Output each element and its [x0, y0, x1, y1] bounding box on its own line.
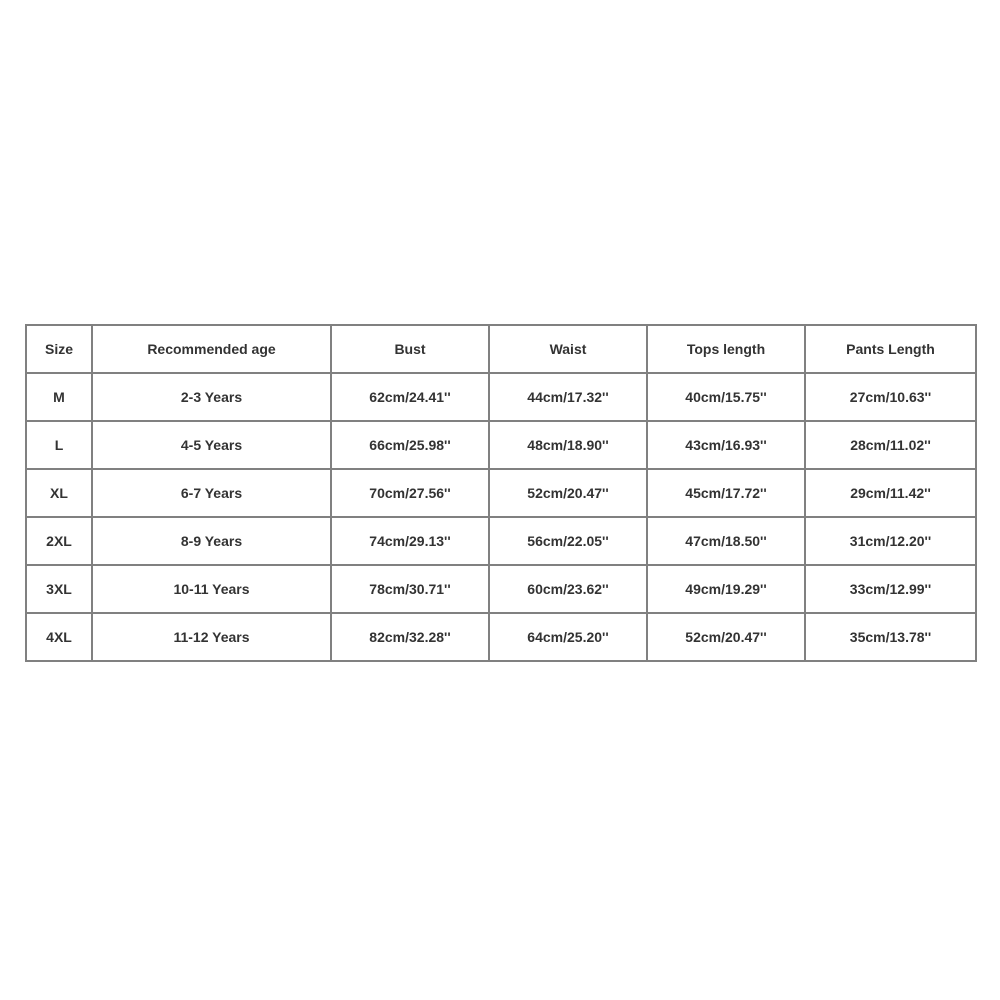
- cell-waist: 60cm/23.62'': [489, 565, 647, 613]
- cell-pants-length: 35cm/13.78'': [805, 613, 976, 661]
- cell-bust: 82cm/32.28'': [331, 613, 489, 661]
- cell-waist: 64cm/25.20'': [489, 613, 647, 661]
- cell-pants-length: 31cm/12.20'': [805, 517, 976, 565]
- cell-size: XL: [26, 469, 92, 517]
- cell-recommended-age: 10-11 Years: [92, 565, 331, 613]
- cell-tops-length: 43cm/16.93'': [647, 421, 805, 469]
- header-pants-length: Pants Length: [805, 325, 976, 373]
- cell-tops-length: 45cm/17.72'': [647, 469, 805, 517]
- header-waist: Waist: [489, 325, 647, 373]
- cell-waist: 44cm/17.32'': [489, 373, 647, 421]
- cell-size: 4XL: [26, 613, 92, 661]
- header-recommended-age: Recommended age: [92, 325, 331, 373]
- cell-pants-length: 33cm/12.99'': [805, 565, 976, 613]
- size-chart-table: [25, 324, 977, 662]
- header-size: Size: [26, 325, 92, 373]
- cell-recommended-age: 11-12 Years: [92, 613, 331, 661]
- cell-recommended-age: 8-9 Years: [92, 517, 331, 565]
- cell-recommended-age: 4-5 Years: [92, 421, 331, 469]
- header-bust: Bust: [331, 325, 489, 373]
- header-tops-length: Tops length: [647, 325, 805, 373]
- cell-recommended-age: 6-7 Years: [92, 469, 331, 517]
- cell-tops-length: 47cm/18.50'': [647, 517, 805, 565]
- cell-recommended-age: 2-3 Years: [92, 373, 331, 421]
- table-header-row: [26, 325, 976, 373]
- table-row: [26, 613, 976, 661]
- cell-bust: 74cm/29.13'': [331, 517, 489, 565]
- cell-pants-length: 27cm/10.63'': [805, 373, 976, 421]
- cell-bust: 62cm/24.41'': [331, 373, 489, 421]
- cell-pants-length: 28cm/11.02'': [805, 421, 976, 469]
- cell-tops-length: 49cm/19.29'': [647, 565, 805, 613]
- cell-size: 3XL: [26, 565, 92, 613]
- table-row: [26, 565, 976, 613]
- table-row: [26, 517, 976, 565]
- cell-bust: 78cm/30.71'': [331, 565, 489, 613]
- cell-bust: 66cm/25.98'': [331, 421, 489, 469]
- cell-waist: 52cm/20.47'': [489, 469, 647, 517]
- table-row: [26, 373, 976, 421]
- cell-waist: 56cm/22.05'': [489, 517, 647, 565]
- cell-tops-length: 40cm/15.75'': [647, 373, 805, 421]
- cell-size: M: [26, 373, 92, 421]
- cell-size: L: [26, 421, 92, 469]
- table-row: [26, 469, 976, 517]
- cell-tops-length: 52cm/20.47'': [647, 613, 805, 661]
- cell-waist: 48cm/18.90'': [489, 421, 647, 469]
- cell-pants-length: 29cm/11.42'': [805, 469, 976, 517]
- table-row: [26, 421, 976, 469]
- cell-bust: 70cm/27.56'': [331, 469, 489, 517]
- cell-size: 2XL: [26, 517, 92, 565]
